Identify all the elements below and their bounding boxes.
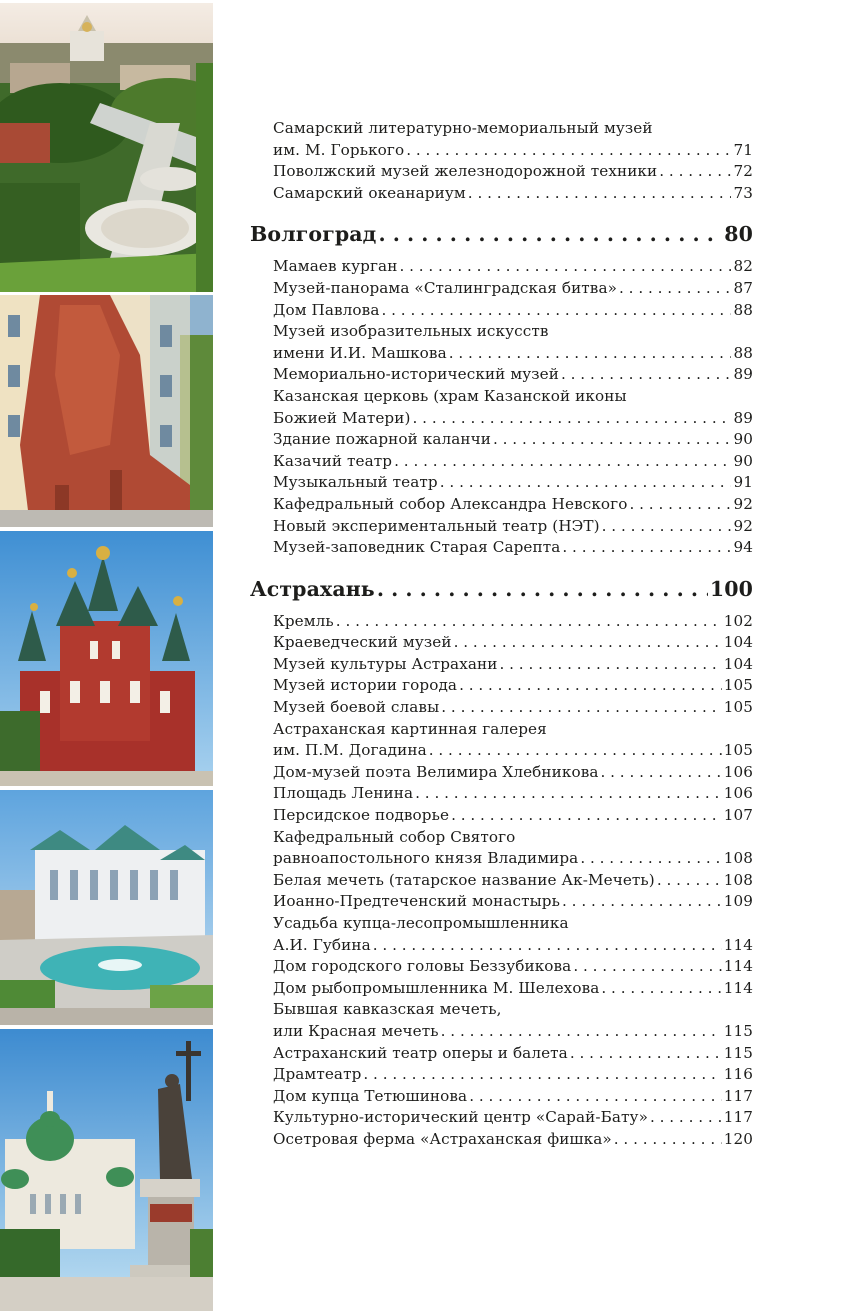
toc-entry-title: Казачий театр [273,451,393,470]
toc-entry-title: Мемориально-исторический музей [273,365,559,384]
dot-leader [363,1064,721,1086]
toc-entry-page: 109 [723,892,753,911]
toc-entry [250,140,753,162]
dot-leader [378,221,722,247]
dot-leader [614,1129,722,1151]
toc-entry [250,537,753,559]
astrakhan-vladimir-cathedral-monument-photo [0,1029,213,1311]
toc-entry-page: 104 [723,654,753,673]
section-heading-astrakhan [250,576,753,602]
dot-leader [451,805,722,827]
toc-entry-title: Дом Павлова [273,300,380,319]
toc-entry-title: Музей культуры Астрахани [273,654,498,673]
toc-entry-page: 104 [723,633,753,652]
dot-leader [601,762,722,784]
toc-entry-title: Музыкальный театр [273,473,438,492]
toc-entry-title: Музей изобразительных искусств [273,322,549,341]
toc-entry [250,1129,753,1151]
toc-entry-title: равноапостольного князя Владимира [273,849,579,868]
toc-entry-title: Дом-музей поэта Велимира Хлебникова [273,762,599,781]
toc-entry-title: Осетровая ферма «Астраханская фишка» [273,1129,612,1148]
toc-entry-line [250,827,753,849]
toc-entry [250,278,753,300]
toc-entry-title: Астраханский театр оперы и балета [273,1043,568,1062]
toc-entry-title: имени И.И. Машкова [273,343,447,362]
toc-entry-title: Культурно-исторический центр «Сарай-Бату» [273,1108,648,1127]
dot-leader [413,408,732,430]
toc-entry [250,978,753,1000]
toc-entry-title: Музей-заповедник Старая Сарепта [273,538,561,557]
toc-entry [250,1107,753,1129]
toc-entry [250,848,753,870]
toc-entry-page: 87 [733,278,753,297]
volgograd-kazan-church-photo [0,531,213,786]
toc-entry-line [250,118,753,140]
toc-entry [250,472,753,494]
toc-entry [250,956,753,978]
toc-entry [250,451,753,473]
toc-entry [250,300,753,322]
toc-entry-title: Поволжский музей железнодорожной техники [273,162,658,181]
toc-entry-page: 117 [723,1086,753,1105]
toc-entry-title: Дом городского головы Беззубикова [273,957,572,976]
toc-entry [250,1064,753,1086]
toc-entry-title: им. М. Горького [273,140,405,159]
section-heading-volgograd [250,221,753,247]
toc-entry [250,762,753,784]
toc-entry-page: 89 [733,365,753,384]
toc-entry-page: 88 [733,300,753,319]
city-title: Астрахань [250,576,375,601]
toc-entry-title: Бывшая кавказская мечеть, [273,1000,502,1019]
toc-entry [250,343,753,365]
dot-leader [406,140,731,162]
toc-entry-title: Кафедральный собор Александра Невского [273,494,628,513]
toc-entry-page: 114 [723,957,753,976]
toc-entry-page: 115 [723,1021,753,1040]
toc-entry-page: 92 [733,494,753,513]
dot-leader [381,300,731,322]
toc-entry-page: 91 [733,473,753,492]
dot-leader [454,632,722,654]
dot-leader [469,1086,722,1108]
toc-entry-page: 115 [723,1043,753,1062]
toc-entry [250,632,753,654]
toc-entry-page: 105 [723,676,753,695]
city-page: 100 [709,576,753,601]
toc-entry-page: 90 [733,451,753,470]
toc-entry-page: 120 [723,1129,753,1148]
toc-entry [250,935,753,957]
toc-entry [250,654,753,676]
toc-entry [250,891,753,913]
toc-entry-title: Площадь Ленина [273,784,414,803]
dot-leader [377,576,708,602]
toc-entry-title: Самарский океанариум [273,183,466,202]
dot-leader [429,740,722,762]
dot-leader [650,1107,722,1129]
toc-entry [250,364,753,386]
astrakhan-theatre-fountain-photo [0,790,213,1025]
toc-entry-title: Здание пожарной каланчи [273,430,491,449]
toc-entry-line [250,321,753,343]
toc-entry [250,783,753,805]
toc-entry-page: 114 [723,935,753,954]
dot-leader [573,956,721,978]
dot-leader [336,611,722,633]
dot-leader [659,161,731,183]
toc-entry-page: 114 [723,978,753,997]
dot-leader [499,654,721,676]
toc-entry-title: Дом купца Тетюшинова [273,1086,468,1105]
dot-leader [602,516,732,538]
toc-entry-title: Казанская церковь (храм Казанской иконы [273,386,627,405]
toc-entry-page: 108 [723,849,753,868]
photo-column [0,0,213,1311]
toc-entry-page: 94 [733,538,753,557]
toc-entry [250,516,753,538]
toc-entry-title: Мамаев курган [273,257,398,276]
toc-entry-line [250,386,753,408]
toc-entry-page: 71 [733,140,753,159]
toc-entry-title: А.И. Губина [273,935,371,954]
dot-leader [459,675,722,697]
toc-entry [250,611,753,633]
toc-entry-page: 107 [723,806,753,825]
toc-entry-title: Новый экспериментальный театр (НЭТ) [273,516,600,535]
toc-entry [250,408,753,430]
toc-entry-page: 72 [733,162,753,181]
toc-entry [250,805,753,827]
toc-entry-page: 73 [733,183,753,202]
toc-entry-title: Белая мечеть (татарское название Ак-Мечеть) [273,870,655,889]
dot-leader [493,429,731,451]
toc-entry [250,697,753,719]
volgograd-pavlov-house-photo [0,295,213,527]
toc-entry-title: Музей-панорама «Сталинградская битва» [273,278,618,297]
toc-entry [250,740,753,762]
dot-leader [441,697,721,719]
toc-entry-line [250,913,753,935]
toc-entry-line [250,999,753,1021]
toc-entry-page: 108 [723,870,753,889]
toc-entry-title: Божией Матери) [273,408,411,427]
toc-entry-page: 102 [723,611,753,630]
dot-leader [657,870,722,892]
toc-entry [250,256,753,278]
toc-entry-title: или Красная мечеть [273,1021,439,1040]
toc-entry-page: 82 [733,257,753,276]
city-title: Волгоград [250,222,377,247]
dot-leader [601,978,721,1000]
table-of-contents [250,118,753,1151]
dot-leader [562,891,722,913]
toc-entry-line [250,719,753,741]
toc-entry-page: 92 [733,516,753,535]
toc-entry-title: Иоанно-Предтеченский монастырь [273,892,561,911]
toc-entry-title: Кафедральный собор Святого [273,827,516,846]
toc-entry [250,429,753,451]
toc-entry-title: Усадьба купца-лесопромышленника [273,914,569,932]
toc-entry-title: Астраханская картинная галерея [273,719,547,738]
dot-leader [440,472,732,494]
toc-entry-title: Музей боевой славы [273,698,440,717]
toc-entry [250,1021,753,1043]
astrakhan-kremlin-park-photo [0,3,213,292]
dot-leader [570,1043,722,1065]
toc-entry-page: 89 [733,408,753,427]
dot-leader [468,183,732,205]
dot-leader [394,451,731,473]
dot-leader [415,783,722,805]
toc-entry-page: 116 [723,1065,753,1084]
toc-entry-page: 105 [723,698,753,717]
toc-entry-page: 106 [723,762,753,781]
toc-entry-title: Краеведческий музей [273,633,452,652]
toc-entry-title: Самарский литературно-мемориальный музей [273,119,653,137]
city-page: 80 [724,222,753,247]
toc-entry [250,675,753,697]
toc-entry-title: Драмтеатр [273,1065,362,1084]
toc-entry-page: 88 [733,343,753,362]
dot-leader [580,848,721,870]
dot-leader [562,537,731,559]
toc-entry [250,870,753,892]
toc-entry-page: 106 [723,784,753,803]
dot-leader [629,494,731,516]
dot-leader [561,364,731,386]
toc-entry [250,183,753,205]
dot-leader [373,935,722,957]
toc-entry-title: Кремль [273,611,334,630]
toc-entry-title: им. П.М. Догадина [273,741,427,760]
toc-entry [250,1086,753,1108]
dot-leader [399,256,731,278]
toc-entry-page: 105 [723,741,753,760]
dot-leader [441,1021,722,1043]
toc-entry-title: Музей истории города [273,676,458,695]
toc-entry-title: Персидское подворье [273,806,450,825]
toc-entry [250,161,753,183]
toc-entry-page: 90 [733,430,753,449]
toc-entry-page: 117 [723,1108,753,1127]
toc-entry [250,494,753,516]
dot-leader [619,278,731,300]
toc-entry [250,1043,753,1065]
dot-leader [449,343,732,365]
toc-entry-title: Дом рыбопромышленника М. Шелехова [273,978,600,997]
